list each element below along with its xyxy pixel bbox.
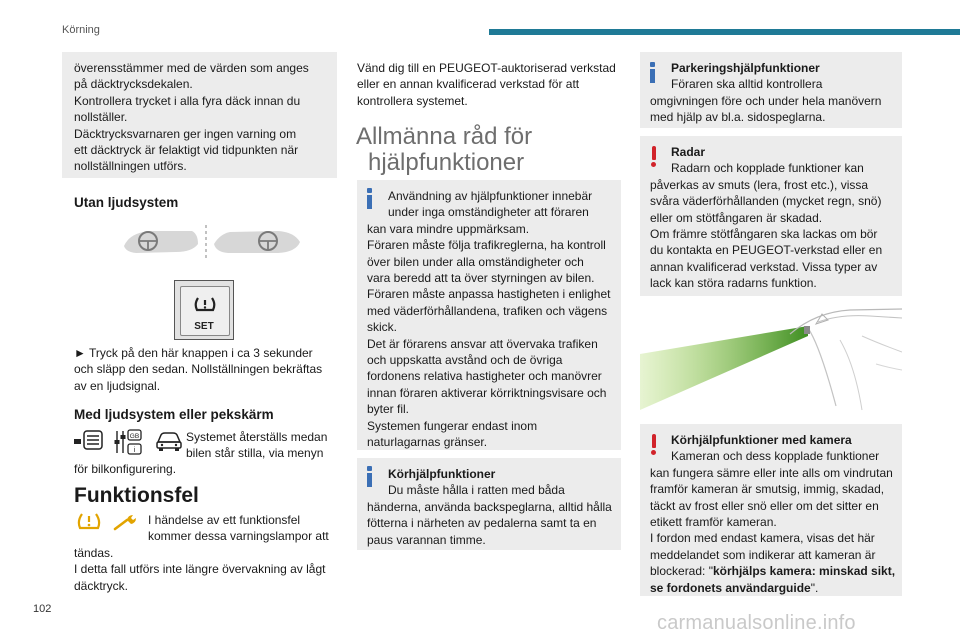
tpms-set-button[interactable] xyxy=(174,280,234,340)
text-line: du kontakta en PEUGEOT-verkstad eller en xyxy=(650,243,883,258)
text-line: och uppskatta avstånd och de övriga xyxy=(367,353,563,368)
dashboard-illustration xyxy=(118,222,308,262)
text-line: bilen står stilla, via menyn xyxy=(186,446,324,461)
section-title-line2: hjälpfunktioner xyxy=(368,149,525,176)
text-line: Föraren ska alltid kontrollera xyxy=(671,77,823,92)
blocked-message-line2 xyxy=(650,580,902,596)
text-line: fordonens relativa hastigheter och manövrer xyxy=(367,369,602,384)
text-line: Det är förarens ansvar att övervaka trafiken xyxy=(367,336,598,351)
text-line: Om främre stötfångaren ska lackas om bör xyxy=(650,227,878,242)
text-line: annan kvalificerad verkstad. Vissa typer av xyxy=(650,259,878,274)
info-icon xyxy=(367,188,372,209)
text-line: under inga omständigheter att föraren xyxy=(388,205,589,220)
text-line: vara beredd att ta över styrningen av bilen. xyxy=(367,271,595,286)
text-line: Kameran och dess kopplade funktioner xyxy=(671,449,880,464)
text-line: meddelandet som indikerar att kameran är xyxy=(650,547,876,562)
text-line: I händelse av ett funktionsfel xyxy=(148,513,301,527)
text-line: Användning av hjälpfunktioner innebär xyxy=(388,189,593,203)
text-line: med hjälp av bl.a. sidospeglarna. xyxy=(650,110,826,125)
info-icon xyxy=(367,466,372,487)
watermark: carmanualsonline.info xyxy=(657,612,856,634)
text-line: skick. xyxy=(367,320,397,335)
text-line: över bilen under alla omständigheter och xyxy=(367,254,584,269)
box-title: Parkeringshjälpfunktioner xyxy=(671,61,820,75)
box-title: Körhjälpfunktioner xyxy=(388,467,496,481)
vehicle-icon xyxy=(155,430,183,452)
warning-box-kamera xyxy=(640,424,902,596)
text-line: kontrollera systemet. xyxy=(357,93,468,108)
text-line: I fordon med endast kamera, visas det här xyxy=(650,531,875,546)
info-box-parkering xyxy=(640,52,902,128)
box-title: Radar xyxy=(671,145,706,159)
heading-utan-ljudsystem: Utan ljudsystem xyxy=(74,195,179,210)
text-line: I detta fall utförs inte längre övervakning av lågt xyxy=(74,562,326,577)
text-line: nollställningen utförs. xyxy=(74,159,187,174)
med-ljudsystem-text-cont: för bilkonfigurering. xyxy=(74,462,177,476)
text-line: fötterna i närheten av pedalerna samt ta en xyxy=(367,516,597,531)
section-title xyxy=(356,124,532,176)
info-box-korhjalp xyxy=(357,458,621,550)
camera-message-bold: körhjälps kamera: minskad sikt, xyxy=(712,564,896,579)
text-line: tändas. xyxy=(74,546,114,560)
text-line: påverkas av smuts (lera, frost etc.), vissa xyxy=(650,177,869,192)
tire-pressure-warning-icon xyxy=(193,295,217,317)
blocked-message-line xyxy=(650,563,902,579)
warning-icon xyxy=(651,434,656,455)
text-line: eller om stötfångaren är skadad. xyxy=(650,210,823,225)
text-line: med väderförhållandena, trafiken och vägens xyxy=(367,303,608,318)
text-line: svåra väderförhållanden (mycket regn, snö) xyxy=(650,194,882,209)
text-line: etikett framför kameran. xyxy=(650,515,777,530)
text-line: eller en annan kvalificerad verkstad för att xyxy=(357,77,580,92)
page-number: 102 xyxy=(33,603,52,615)
windscreen-camera-illustration xyxy=(640,306,902,418)
section-title-line1: Allmänna råd för xyxy=(356,123,533,150)
car-menu-icon xyxy=(74,430,106,452)
text-line: Föraren måste anpassa hastigheten i enlighet xyxy=(367,287,611,302)
svg-text:i: i xyxy=(133,447,136,454)
text-span: ". xyxy=(810,580,819,595)
funktionsfel-text-cont xyxy=(74,545,344,594)
text-line: byter fil. xyxy=(367,402,410,417)
warning-box-radar xyxy=(640,136,902,296)
text-line: lack kan störa radarns funktion. xyxy=(650,276,817,291)
tire-warning-lamp-icon xyxy=(76,512,102,534)
camera-message-bold: se fordonets användarguide xyxy=(650,580,811,595)
tpms-note-box xyxy=(62,52,337,178)
header-accent-bar xyxy=(489,29,960,35)
settings-sliders-icon xyxy=(113,428,143,456)
text-line: däcktryck. xyxy=(74,578,129,593)
med-ljudsystem-text xyxy=(186,429,346,462)
heading-med-ljudsystem: Med ljudsystem eller pekskärm xyxy=(74,407,274,422)
heading-funktionsfel: Funktionsfel xyxy=(74,484,199,507)
header-section-title: Körning xyxy=(62,24,100,36)
text-line: Föraren måste följa trafikreglerna, ha kontroll xyxy=(367,238,606,253)
text-line: kan fungera sämre eller inte alls om vindrutan xyxy=(650,465,893,480)
press-instructions xyxy=(74,345,344,394)
text-line: Systemen fungerar endast inom xyxy=(367,418,538,433)
text-line: innan föraren aktiverar körriktningsvisare och xyxy=(367,385,607,400)
text-line: händerna, använda backspeglarna, alltid hålla xyxy=(367,499,612,514)
warning-icon xyxy=(651,146,656,167)
workshop-intro xyxy=(357,60,627,109)
text-line: och släpp den sedan. Nollställningen bekräftas xyxy=(74,362,323,377)
set-label: SET xyxy=(194,321,214,332)
text-line: överensstämmer med de värden som anges xyxy=(74,61,309,75)
text-line: Kontrollera trycket i alla fyra däck innan du xyxy=(74,93,301,108)
info-icon xyxy=(650,62,655,83)
text-line: omgivningen före och under hela manövern xyxy=(650,93,882,108)
info-box-general xyxy=(357,180,621,450)
text-line: täckt av frost eller snö eller om det sitter en xyxy=(650,498,879,513)
text-line: Radarn och kopplade funktioner kan xyxy=(671,161,864,176)
funktionsfel-text xyxy=(148,512,343,545)
text-line: ett däcktryck är felaktigt vid tidpunkten när xyxy=(74,143,299,158)
gb-label: GB xyxy=(129,433,140,440)
text-line: på däcktrycksdekalen. xyxy=(74,77,193,92)
text-line: nollställer. xyxy=(74,110,128,125)
text-line: paus varannan timme. xyxy=(367,532,486,547)
text-line: kan vara mindre uppmärksam. xyxy=(367,221,530,236)
text-line: av en ljudsignal. xyxy=(74,378,161,393)
text-span: blockerad: " xyxy=(650,564,713,579)
box-title: Körhjälpfunktioner med kamera xyxy=(671,433,852,447)
text-line: kommer dessa varningslampor att xyxy=(148,529,329,544)
service-wrench-icon xyxy=(112,513,140,533)
text-line: Systemet återställs medan xyxy=(186,430,328,444)
text-line: Vänd dig till en PEUGEOT-auktoriserad verkstad xyxy=(357,61,616,75)
text-line: ► Tryck på den här knappen i ca 3 sekunder xyxy=(74,346,313,360)
text-line: naturlagarnas gränser. xyxy=(367,435,488,450)
text-line: Däcktrycksvarnaren ger ingen varning om xyxy=(74,126,297,141)
text-line: framför kameran är smutsig, immig, skadad, xyxy=(650,482,885,497)
text-line: Du måste hålla i ratten med båda xyxy=(388,483,565,498)
